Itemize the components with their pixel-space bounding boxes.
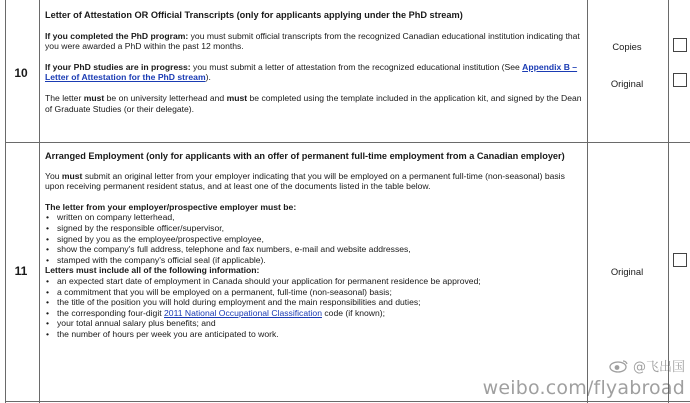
noc-2011-link[interactable]: 2011 National Occupational Classification [164, 307, 322, 318]
list-heading: The letter from your employer/prospective employer must be: [45, 201, 297, 212]
paragraph [45, 171, 585, 192]
list-item: • written on company letterhead, [45, 212, 585, 223]
row-title: Arranged Employment (only for applicants with an offer of permanent full-time employment from a Canadian employer) [45, 151, 565, 161]
paragraph-text: you must submit official transcripts from the recognized Canadian educational institution indicating that you were awarded a PhD within the past 12 months. [45, 30, 580, 52]
paragraph-text: be completed using the template included in the application kit, and signed by the Dean of Graduate Studies (or their delegate). [45, 92, 582, 114]
list-item-text: code (if known); [321, 307, 386, 318]
document-type-label: Original [610, 266, 644, 277]
original-checkbox[interactable] [673, 253, 687, 267]
row-11-description [45, 151, 585, 340]
list-item: • a commitment that you will be employed on a permanent, full-time (non-seasonal) basis; [45, 287, 585, 298]
list-heading: Letters must include all of the following information: [45, 265, 260, 276]
employer-letter-requirements-list [45, 212, 585, 265]
weibo-eye-icon [609, 359, 629, 373]
table-divider-number [39, 0, 40, 403]
paragraph-lead: If you completed the PhD program: [45, 30, 189, 41]
weibo-watermark [483, 356, 685, 399]
list-item: • signed by you as the employee/prospective employee, [45, 234, 585, 245]
original-checkbox[interactable] [673, 73, 687, 87]
paragraph [45, 31, 585, 52]
emphasis: must [61, 170, 83, 181]
letter-information-list [45, 276, 585, 340]
paragraph-text: The letter [45, 92, 84, 103]
paragraph-text: be on university letterhead and [104, 92, 227, 103]
row-number: 10 [14, 66, 28, 80]
copies-checkbox[interactable] [673, 38, 687, 52]
paragraph-text: ). [205, 72, 211, 83]
list-item: • stamped with the company's official seal (if applicable). [45, 255, 585, 266]
paragraph-text: submit an original letter from your employer indicating that you will be employed on a permanent full-time (non-seasonal) basis upon receiving permanent resident status, and at least one of the documents listed in the table below. [45, 170, 565, 192]
row-10-bottom-border [5, 142, 690, 143]
table-divider-description [587, 0, 588, 403]
list-item: • signed by the responsible officer/supervisor, [45, 223, 585, 234]
list-item: • your total annual salary plus benefits; and [45, 318, 585, 329]
emphasis: must [83, 92, 105, 103]
list-item: • an expected start date of employment in Canada should your application for permanent residence be approved; [45, 276, 585, 287]
table-divider-type [668, 0, 669, 403]
appendix-b-link[interactable]: Appendix B – Letter of Attestation for the PhD stream [45, 61, 578, 83]
paragraph-lead: If your PhD studies are in progress: [45, 61, 191, 72]
list-item: • the number of hours per week you are anticipated to work. [45, 329, 585, 340]
row-10-description [45, 10, 585, 114]
table-border-left [5, 0, 6, 403]
document-type-label: Original [610, 78, 644, 89]
emphasis: must [226, 92, 248, 103]
document-type-label: Copies [612, 41, 642, 52]
row-number: 11 [14, 264, 28, 278]
list-item: • show the company's full address, telephone and fax numbers, e-mail and website addresses, [45, 244, 585, 255]
watermark-handle: @飞出国 [632, 360, 685, 375]
row-11-bottom-border [5, 401, 690, 402]
paragraph-text: you must submit a letter of attestation from the recognized educational institution (See [190, 61, 523, 72]
row-title: Letter of Attestation OR Official Transcripts (only for applicants applying under the PhD stream) [45, 10, 463, 20]
paragraph-text: You [45, 170, 62, 181]
list-item-text: the corresponding four-digit [57, 307, 165, 318]
paragraph [45, 93, 585, 114]
list-item [45, 308, 585, 319]
list-item: • the title of the position you will hold during employment and the main responsibilities and duties; [45, 297, 585, 308]
watermark-url: weibo.com/flyabroad [482, 377, 685, 399]
paragraph [45, 62, 585, 83]
